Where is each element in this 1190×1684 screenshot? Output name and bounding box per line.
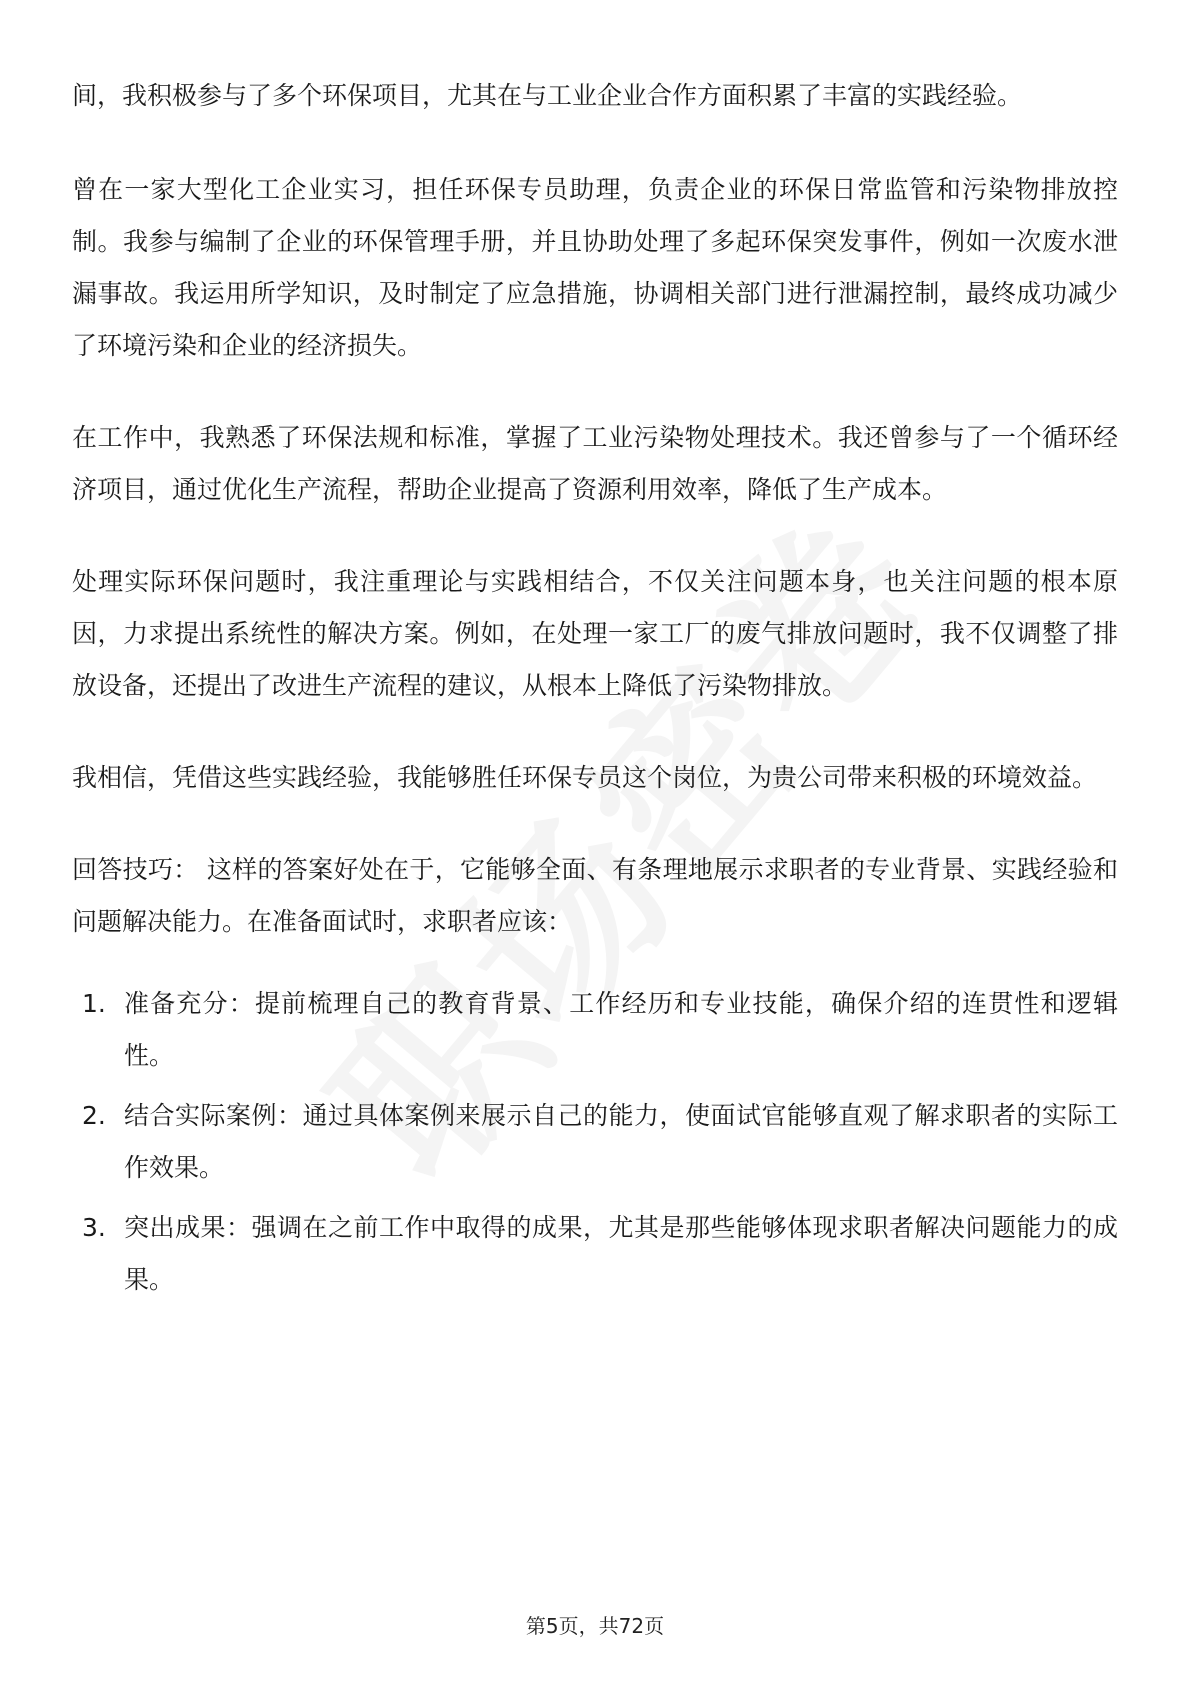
list-item-text: 结合实际案例：通过具体案例来展示自己的能力，使面试官能够直观了解求职者的实际工作效果。 <box>124 1101 1118 1182</box>
list-number: 2. <box>82 1101 106 1130</box>
paragraph-3: 在工作中，我熟悉了环保法规和标准，掌握了工业污染物处理技术。我还曾参与了一个循环经济项目，通过优化生产流程，帮助企业提高了资源利用效率，降低了生产成本。 <box>72 423 1118 504</box>
list-number: 1. <box>82 989 106 1018</box>
list-item <box>72 978 1118 1082</box>
answer-tips: 回答技巧： 这样的答案好处在于，它能够全面、有条理地展示求职者的专业背景、实践经验和问题解决能力。在准备面试时，求职者应该： <box>72 855 1118 936</box>
paragraph-5: 我相信，凭借这些实践经验，我能够胜任环保专员这个岗位，为贵公司带来积极的环境效益。 <box>72 763 1098 792</box>
document-body <box>72 70 1118 1314</box>
list-item <box>72 1090 1118 1194</box>
paragraph-4: 处理实际环保问题时，我注重理论与实践相结合，不仅关注问题本身，也关注问题的根本原因，力求提出系统性的解决方案。例如，在处理一家工厂的废气排放问题时，我不仅调整了排放设备，还提出了改进生产流程的建议，从根本上降低了污染物排放。 <box>72 567 1118 700</box>
list-item <box>72 1202 1118 1306</box>
list-number: 3. <box>82 1213 106 1242</box>
list-item-text: 突出成果：强调在之前工作中取得的成果，尤其是那些能够体现求职者解决问题能力的成果。 <box>124 1213 1118 1294</box>
paragraph-2: 曾在一家大型化工企业实习，担任环保专员助理，负责企业的环保日常监管和污染物排放控制。我参与编制了企业的环保管理手册，并且协助处理了多起环保突发事件，例如一次废水泄漏事故。我运用所学知识，及时制定了应急措施，协调相关部门进行泄漏控制，最终成功减少了环境污染和企业的经济损失。 <box>72 175 1118 360</box>
page-number: 第5页，共72页 <box>525 1614 665 1638</box>
tips-list <box>72 978 1118 1306</box>
paragraph-1: 间，我积极参与了多个环保项目，尤其在与工业企业合作方面积累了丰富的实践经验。 <box>72 81 1023 110</box>
list-item-text: 准备充分：提前梳理自己的教育背景、工作经历和专业技能，确保介绍的连贯性和逻辑性。 <box>124 989 1118 1070</box>
